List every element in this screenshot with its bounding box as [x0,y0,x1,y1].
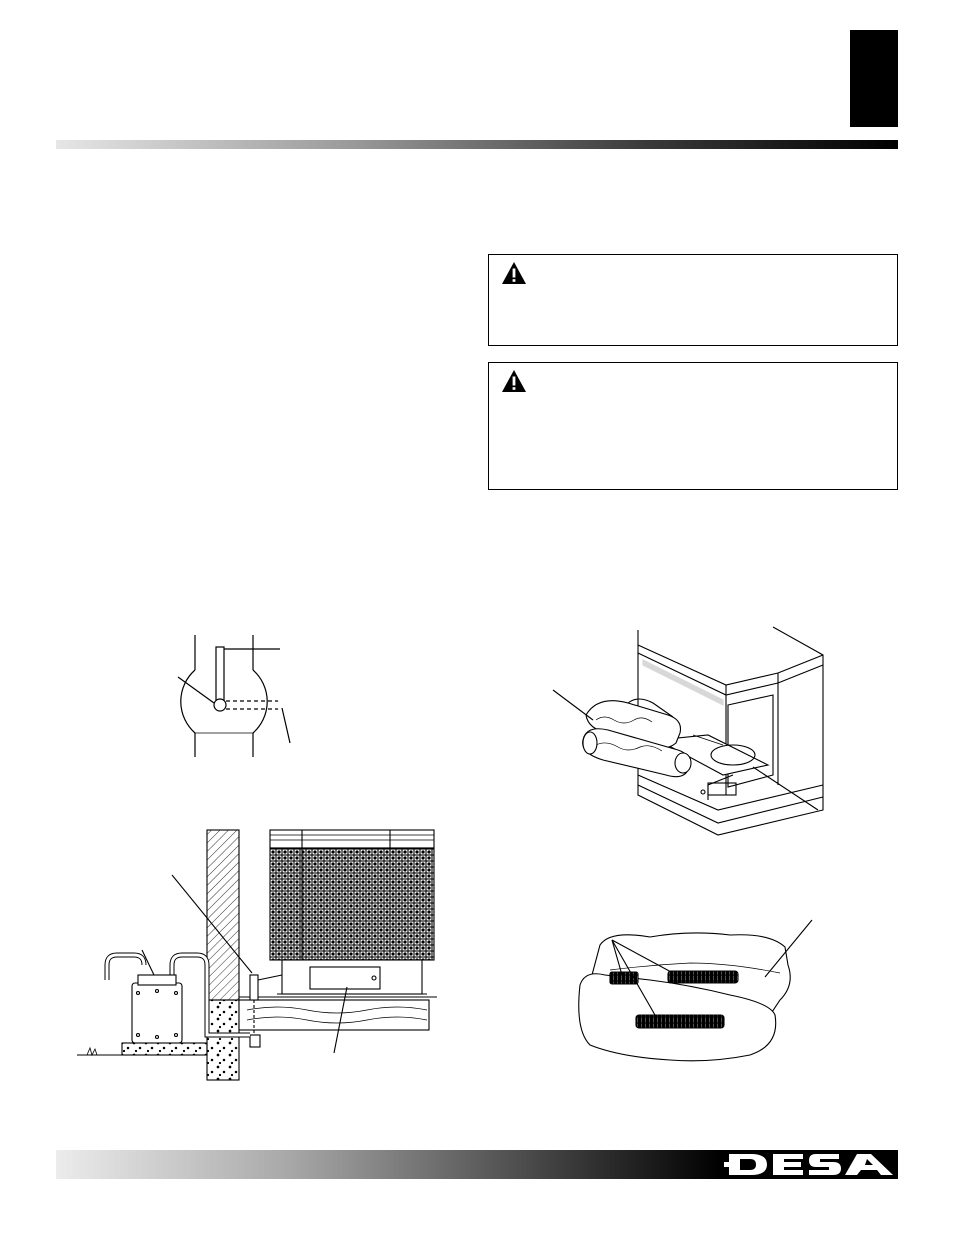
log-burner-ports-diagram [570,915,830,1065]
floor-joist [239,1000,429,1030]
desa-logo-mark [721,1150,898,1179]
valve-shaft [214,699,226,711]
shutoff-valve [250,975,258,1000]
burner-port-right [668,971,738,983]
burner-port-front [636,1015,724,1028]
footer-gradient-rule [56,1150,721,1179]
heater-control-door [310,967,380,989]
leader-off [282,708,290,743]
fireplace-side-panel [728,695,773,787]
valve-left-arc [181,670,195,733]
pad [122,1043,207,1055]
heater-front-screen [270,848,434,960]
heater-top-grille [270,830,434,848]
warning-triangle-icon [501,369,527,393]
desa-logo [721,1150,898,1179]
sediment-trap [250,1035,260,1047]
warning-box-2 [488,362,898,490]
fireplace-log-diagram [548,625,828,840]
header-gradient-rule [56,140,898,149]
foundation-wall [207,1000,239,1080]
heater-installation-diagram [72,825,442,1085]
leader-logs [553,690,593,720]
leader-shaft [178,677,214,703]
exterior-wall [207,830,239,1000]
gas-valve-diagram [150,615,310,765]
valve-handle [216,647,224,705]
warning-box-1 [488,254,898,346]
section-tab-block [850,30,898,127]
warning-triangle-icon [501,261,527,285]
